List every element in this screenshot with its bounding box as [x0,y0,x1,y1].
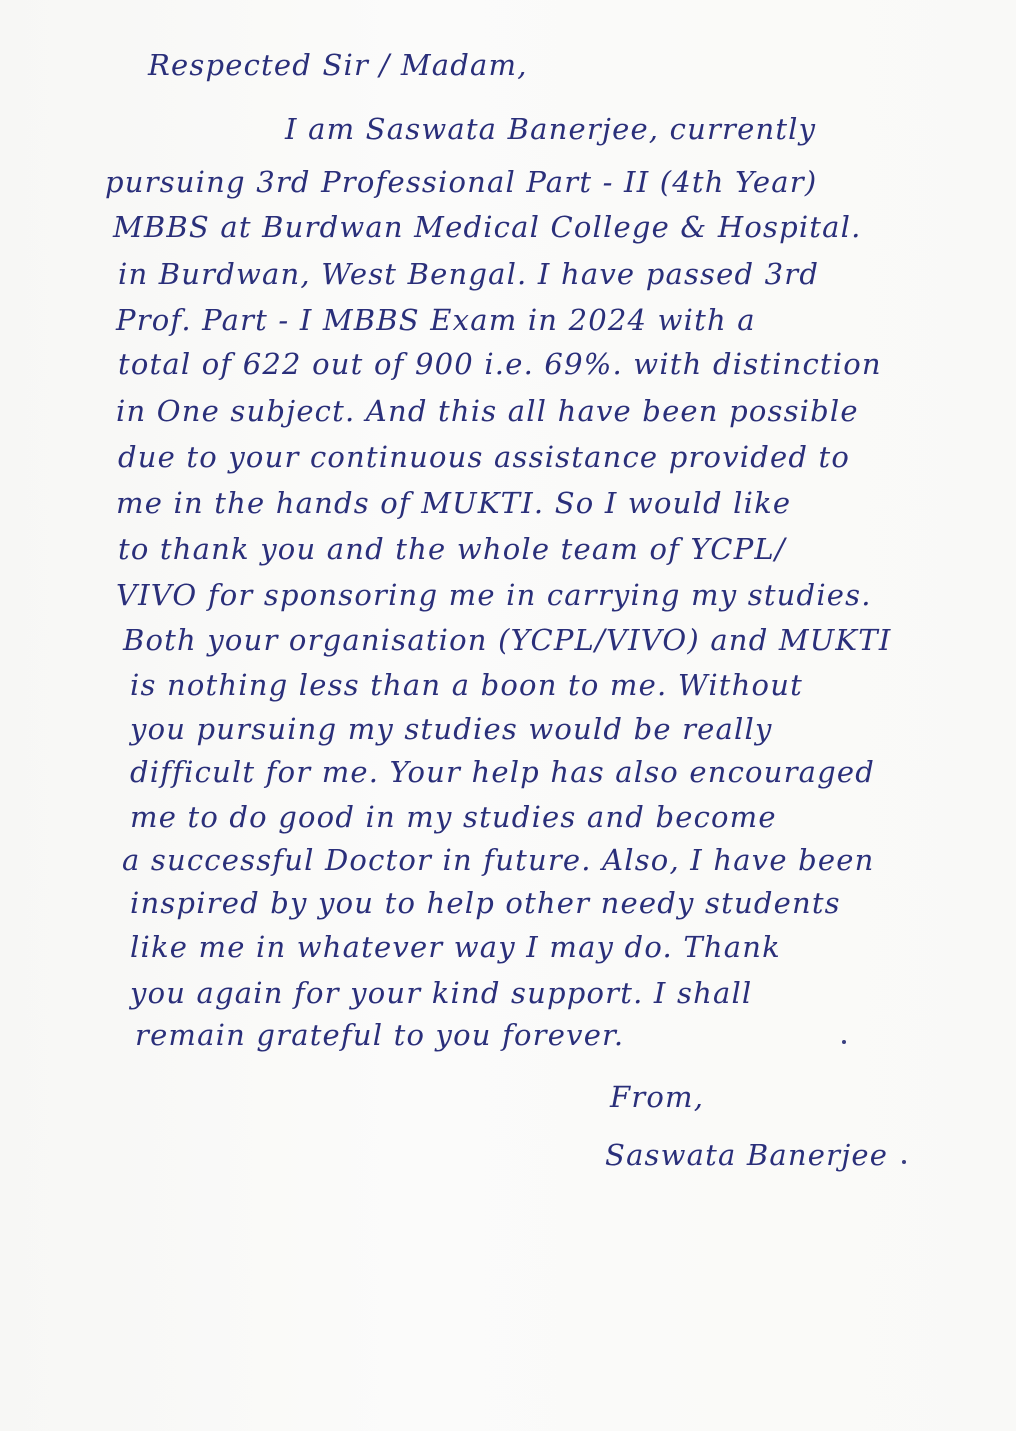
letter-line: a successful Doctor in future. Also, I have been [122,843,875,877]
letter-line: like me in whatever way I may do. Thank [130,930,781,964]
letter-line: in One subject. And this all have been possible [116,394,859,428]
letter-line: you pursuing my studies would be really [130,712,773,746]
letter-line: due to your continuous assistance provided to [118,440,851,474]
letter-line: total of 622 out of 900 i.e. 69%. with distinction [118,347,882,381]
letter-line: difficult for me. Your help has also encouraged [130,755,876,789]
letter-line: VIVO for sponsoring me in carrying my studies. [116,578,872,612]
letter-line: inspired by you to help other needy students [130,886,841,920]
letter-salutation: Respected Sir / Madam, [148,48,528,82]
letter-closing: From, [610,1080,705,1114]
letter-line: is nothing less than a boon to me. Without [130,668,803,702]
letter-line: remain grateful to you forever. [135,1018,625,1052]
letter-signature: Saswata Banerjee [605,1138,889,1172]
letter-line: pursuing 3rd Professional Part - II (4th Year) [105,165,818,199]
letter-line: to thank you and the whole team of YCPL/ [118,532,786,566]
ink-speck [842,1040,846,1044]
letter-line: you again for your kind support. I shall [130,976,753,1010]
ink-speck [902,1160,906,1164]
letter-line: I am Saswata Banerjee, currently [285,112,817,146]
letter-line: Both your organisation (YCPL/VIVO) and MUKTI [123,623,892,657]
letter-line: Prof. Part - I MBBS Exam in 2024 with a [116,303,756,337]
letter-line: me in the hands of MUKTI. So I would like [116,486,792,520]
letter-line: in Burdwan, West Bengal. I have passed 3rd [118,257,820,291]
letter-line: MBBS at Burdwan Medical College & Hospital. [113,210,862,244]
letter-line: me to do good in my studies and become [130,800,777,834]
